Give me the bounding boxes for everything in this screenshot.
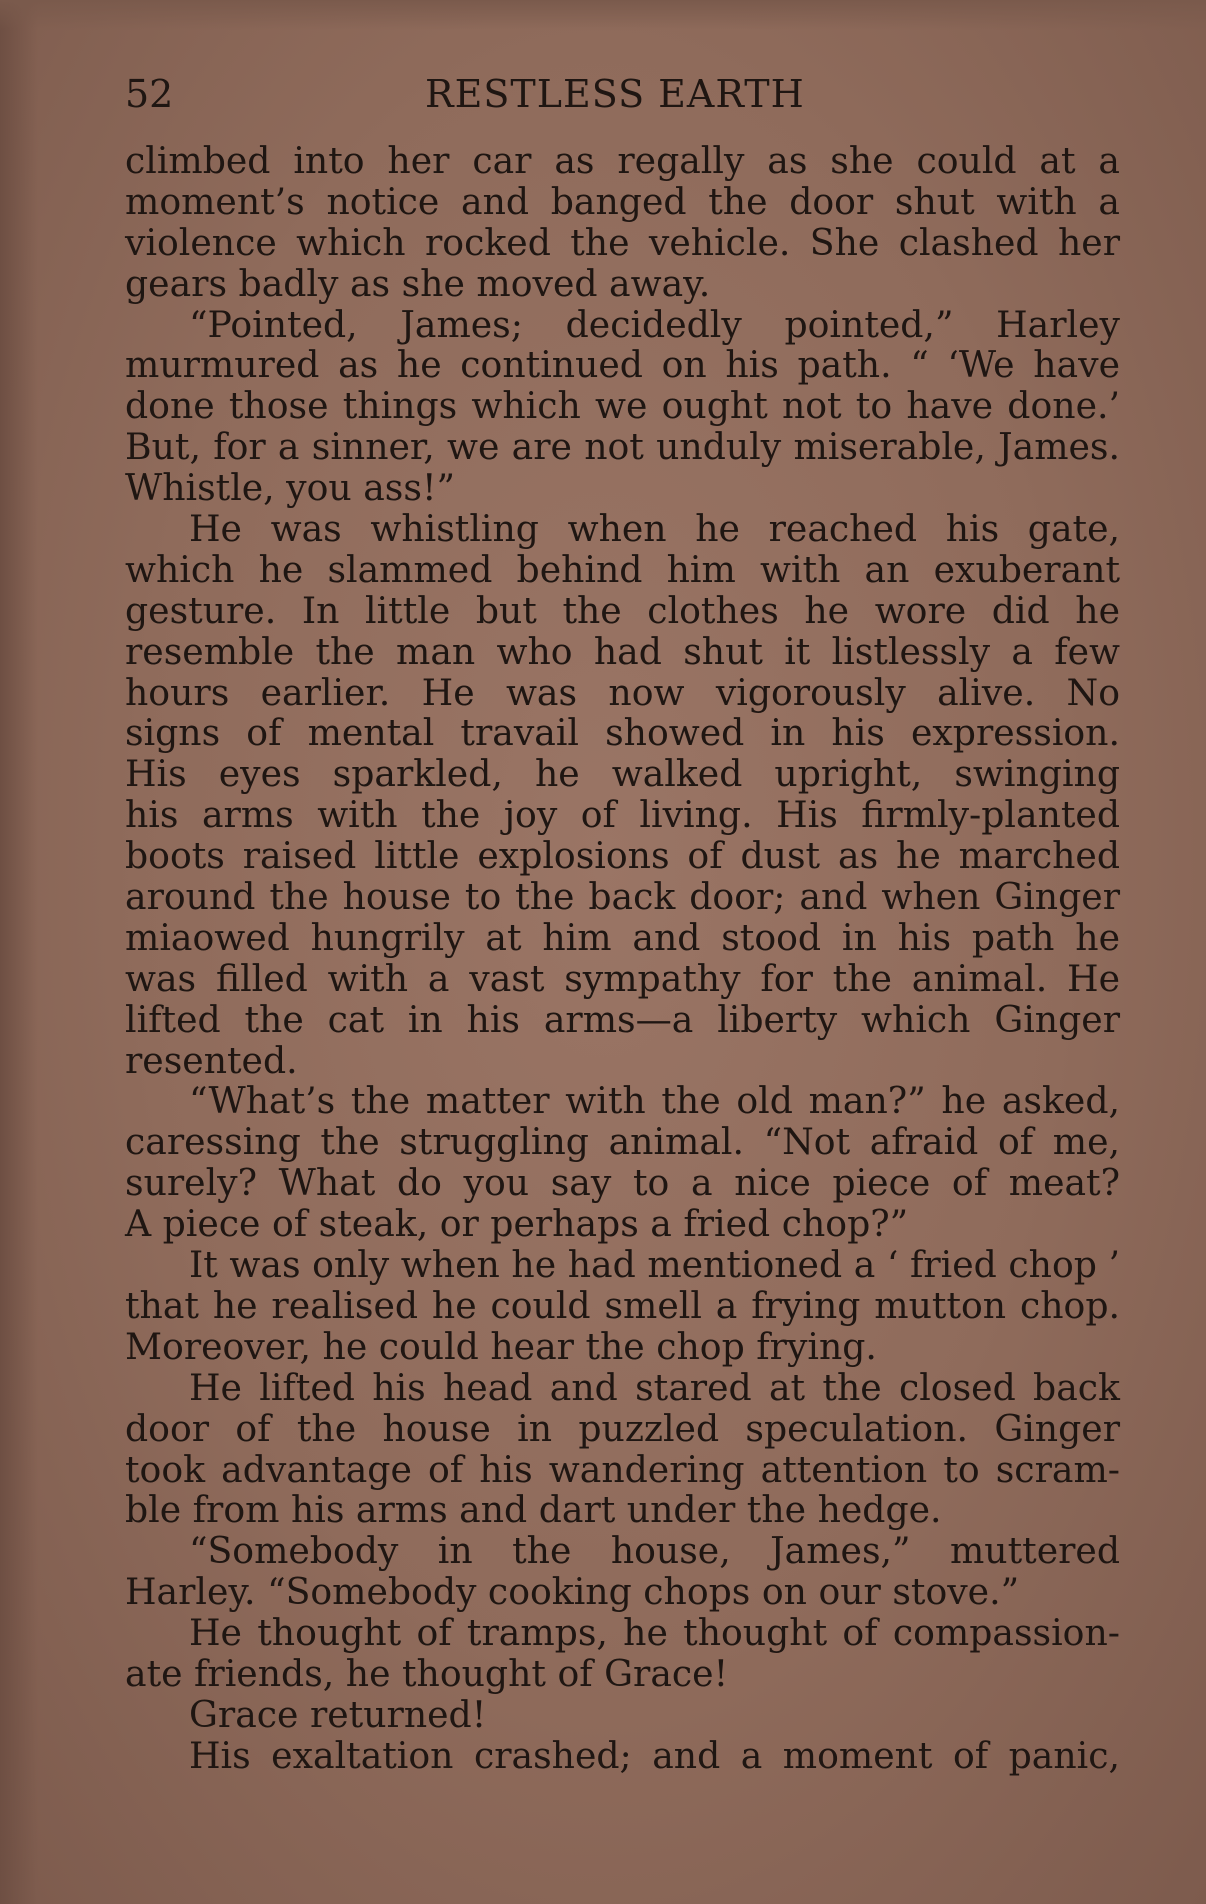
page-number: 52 (125, 72, 174, 116)
text-line: He was whistling when he reached his gate, (189, 507, 1120, 551)
text-line: “Somebody in the house, James,” muttered (189, 1529, 1120, 1573)
text-line: Grace returned! (189, 1692, 487, 1736)
text-line: His exaltation crashed; and a moment of panic, (189, 1733, 1120, 1777)
text-line: lifted the cat in his arms—a liberty which Ginger (125, 997, 1120, 1041)
text-line: violence which rocked the vehicle. She clashed her (125, 220, 1120, 264)
text-line: But, for a sinner, we are not unduly miserable, James. (125, 425, 1120, 469)
text-line: that he realised he could smell a frying mutton chop. (125, 1283, 1120, 1327)
text-line: resemble the man who had shut it listlessly a few (125, 629, 1120, 673)
text-line: Harley. “Somebody cooking chops on our stove.” (125, 1570, 1020, 1614)
text-line: He lifted his head and stared at the closed back (189, 1365, 1120, 1409)
text-line: hours earlier. He was now vigorously alive. No (125, 670, 1120, 714)
text-line: A piece of steak, or perhaps a fried chop?” (125, 1202, 909, 1246)
text-line: ate friends, he thought of Grace! (125, 1651, 729, 1695)
text-line: signs of mental travail showed in his expression. (125, 711, 1120, 755)
text-line: He thought of tramps, he thought of compassion- (189, 1611, 1120, 1655)
text-line: His eyes sparkled, he walked upright, swinging (125, 752, 1120, 796)
text-line: surely? What do you say to a nice piece of meat? (125, 1161, 1120, 1205)
text-line: gears badly as she moved away. (125, 261, 711, 305)
text-line: door of the house in puzzled speculation. Ginger (125, 1406, 1120, 1450)
text-line: ble from his arms and dart under the hedge. (125, 1488, 942, 1532)
text-line: climbed into her car as regally as she could at a (125, 139, 1120, 182)
page-header (125, 72, 1120, 132)
text-line: miaowed hungrily at him and stood in his path he (125, 915, 1120, 959)
text-line: gesture. In little but the clothes he wore did he (125, 588, 1120, 632)
text-line: around the house to the back door; and when Ginger (125, 875, 1120, 919)
text-line: moment’s notice and banged the door shut with a (125, 179, 1120, 223)
running-head: RESTLESS EARTH (425, 72, 805, 116)
page-shadow-top (0, 0, 1206, 30)
text-line: caressing the struggling animal. “Not afraid of me, (125, 1120, 1120, 1164)
text-line: boots raised little explosions of dust as he marched (125, 834, 1120, 878)
text-line: took advantage of his wandering attention to scram- (125, 1447, 1120, 1491)
text-line: murmured as he continued on his path. “ ‘We have (125, 343, 1120, 387)
text-line: Moreover, he could hear the chop frying. (125, 1324, 877, 1368)
text-line: resented. (125, 1038, 298, 1082)
text-line: his arms with the joy of living. His firmly-planted (125, 793, 1120, 837)
text-line: Whistle, you ass!” (125, 466, 455, 510)
body-text (125, 141, 1120, 1777)
text-line: was filled with a vast sympathy for the animal. He (125, 956, 1120, 1000)
page-shadow-left (0, 0, 38, 1904)
text-line: which he slammed behind him with an exuberant (125, 547, 1120, 591)
text-line: It was only when he had mentioned a ‘ fried chop ’ (189, 1243, 1120, 1287)
text-line: “Pointed, James; decidedly pointed,” Harley (189, 302, 1120, 346)
text-line: “What’s the matter with the old man?” he asked, (189, 1079, 1120, 1123)
text-line: done those things which we ought not to have done.’ (125, 384, 1120, 428)
